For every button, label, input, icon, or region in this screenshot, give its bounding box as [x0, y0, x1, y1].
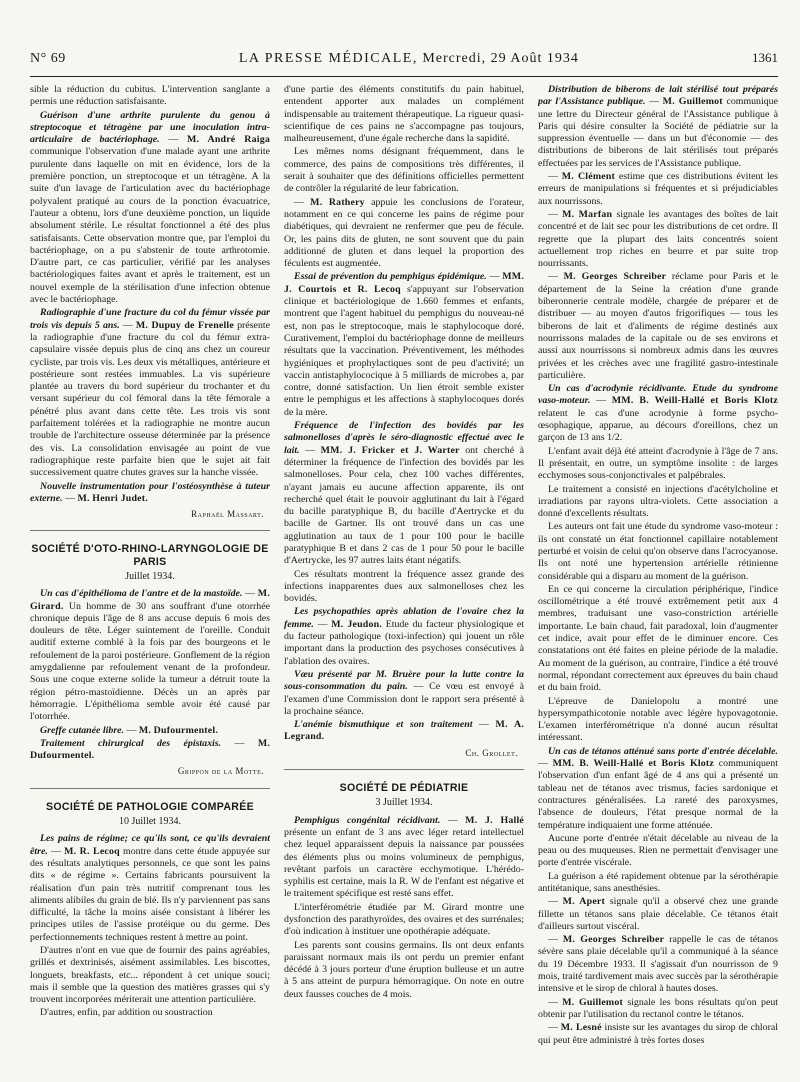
author-name: M. J. Hallé — [465, 814, 524, 826]
author-name: M. Henri Judet. — [77, 492, 148, 504]
item-text: communique l'observation d'une malade ayant une arthrite purulente dans laquelle on mit en évidence, lors de la première ponction, un streptocoque et un tétragène. A la suite d'un lavage de l'articulation avec du bactériophage polyvalent pratiqué au cours de la ponction évacuatrice, l'auteur a obtenu, lors d'une deuxième ponction, un liquide absolument stérile. Le résultat fonctionnel a été des plus satisfaisants. Cette observation montre que, par l'emploi du bactériophage, on a pu s'abstenir de toute arthrotomie. D'autre part, ce cas particulier, vérifié par les analyses bactériologiques faites avant et après le traitement, est un nouvel exemple de la stérilisation d'une infection obtenue avec le bactériophage. — [30, 146, 270, 306]
item-heading: Un cas d'épithélioma de l'antre et de la mastoïde. — [40, 588, 243, 600]
item-text: communiquent l'observation d'un enfant âgé de 4 ans qui a présenté un tableau net de tétanos avec trismus, facies sardonique et contractures généralisées. La rareté des paroxysmes, l'absence de douleurs, l'état presque normal de la température indiquaient une forme atténuée. — [538, 758, 778, 831]
paragraph: Un cas de tétanos atténué sans porte d'entrée décelable. — MM. B. Weill-Hallé et Boris Klotz communiquent l'observation d'un enfant âgé de 4 ans qui a présenté un tableau net de tétanos avec trismus, facies sardonique et contractures généralisées. La rareté des paroxysmes, l'absence de douleurs, l'état presque normal de la température indiquaient une forme atténuée. — [538, 745, 778, 831]
author-name: M. André Raiga — [186, 134, 270, 146]
journal-title: LA PRESSE MÉDICALE, — [238, 51, 418, 66]
item-text: présente un enfant de 3 ans avec léger retard intellectuel chez lequel apparaissent depuis la naissance par poussées des éléments plus ou moins volumineux de pemphigus, revêtant parfois un caractère ecchymotique. L'hérédo-syphilis est certaine, mais la R. W de l'enfant est négative et le traitement spécifique est resté sans effet. — [284, 826, 524, 900]
item-heading: Un cas de tétanos atténué sans porte d'entrée décelable. — [548, 745, 778, 757]
item-text: montre dans cette étude appuyée sur des résultats analytiques personnels, ce que sont les pains dits « de régime ». Certains fabricants poursuivent la réalisation d'un pain très nutritif comprenant tous les aliments alibiles du grain de blé. Ils n'y parviennent pas sans difficulté, la tâche la moins aisée consistant à libérer les principes utiles de l'assise protéique ou du germe. Des perfectionnements techniques restent à mettre au point. — [30, 845, 270, 943]
author-name: MM. B. Weill-Hallé et Boris Klotz — [552, 758, 714, 770]
paragraph: Les psychopathies après ablation de l'ovaire chez la femme. — M. Jeudon. Etude du facteur physiologique et du facteur pathologique (toxi-infection) qui jouent un rôle important dans la production des psychoses consécutives à l'ablation des ovaires. — [284, 606, 524, 667]
author-name: M. Dufourmentel. — [30, 737, 270, 762]
item-heading: L'anémie bismuthique et son traitement — [294, 719, 473, 731]
paragraph: — M. Rathery appuie les conclusions de l'orateur, notamment en ce qui concerne les pains de régime pour diabétiques, qui devraient ne renfermer que peu de fécule. Or, les pains dits de gluten, ne sont souvent que du pain additionné de gluten et dans lequel la proportion des féculents est augmentée. — [284, 196, 524, 270]
section-title: SOCIÉTÉ DE PATHOLOGIE COMPARÉE — [30, 788, 270, 813]
item-text: s'appuyant sur l'observation clinique et bactériologique de 1.660 femmes et enfants, montrent que l'agent habituel du pemphigus du nouveau-né est, non pas le streptocoque, mais le staphylocoque doré. Curativement, l'emploi du bactériophage donne de meilleurs résultats que la vaccination. Préventivement, les méthodes hygiéniques et prophylactiques sont de peu d'activité; un vaccin antistaphylococique à 5 milliards de microbes a, par contre, donné satisfaction. Un lien étroit semble exister entre le pemphigus et les affections à staphylocoques dorés de la mère. — [284, 283, 524, 418]
journal-title-line — [239, 51, 579, 67]
author-name: M. Lesné — [560, 1022, 602, 1034]
paragraph: Essai de prévention du pemphigus épidémique. — MM. J. Courtois et R. Lecoq s'appuyant sur l'observation clinique et bactériologique de 1.660 femmes et enfants, montrent que l'agent habituel du pemphigus du nouveau-né est, non pas le streptocoque, mais le staphylocoque doré. Curativement, l'emploi du bactériophage donne de meilleurs résultats que la vaccination. Préventivement, les méthodes hygiéniques et prophylactiques sont de peu d'activité; un vaccin antistaphylococique à 5 milliards de microbes a, par contre, donné satisfaction. Un lien étroit semble exister entre le pemphigus et les affections à staphylocoques dorés de la mère. — [284, 271, 524, 418]
paragraph: L'épreuve de Danielopolu a montré une hypersympathicotonie notable avec légère hypovagotonie. L'examen interférométrique n'a donné aucun résultat intéressant. — [538, 695, 778, 744]
masthead — [30, 50, 778, 72]
paragraph: Aucune porte d'entrée n'était décelable au niveau de la peau ou des muqueuses. Rien ne permettait d'envisager une porte d'entrée viscérale. — [538, 832, 778, 869]
paragraph: Ces résultats montrent la fréquence assez grande des infections inapparentes dues aux salmonelloses chez les bovidés. — [284, 568, 524, 605]
paragraph: D'autres n'ont en vue que de fournir des pains agréables, grillés et dextrinisés, aisément assimilables. Les biscottes, longuets, breakfasts, etc... répondent à cet unique souci; mais il semble que la question des matières grasses qui s'y trouvent incorporées mériterait une attention particulière. — [30, 945, 270, 1006]
author-name: M. Apert — [562, 896, 605, 908]
paragraph: Distribution de biberons de lait stérilisé tout préparés par l'Assistance publique. — M. Guillemot communique une lettre du Directeur général de l'Assistance publique à Paris qui désire consulter la Société de pédiatrie sur la suppression éventuelle — dans un but d'économie — des distributions de biberons de lait stérilisés tout préparés effectuées par les services de l'Assistance publique. — [538, 84, 778, 169]
section-date: Juillet 1934. — [125, 570, 175, 582]
paragraph: — M. Georges Schreiber réclame pour Paris et le département de la Seine la création d'une grande biberonnerie centrale modèle, chargée de préparer et de distribuer — au moyen d'autos frigorifiques — tous les biberons de lait et d'aliments de régime destinés aux nourrissons malades de la capitale ou de ses environs et aussi aux nourrissons si nombreux admis dans les œuvres privées et les crèches avec une fragilité gastro-intestinale particulière. — [538, 271, 778, 381]
author-name: M. Guillemot — [562, 996, 623, 1008]
section-date: 3 Juillet 1934. — [375, 797, 433, 809]
item-text: communique une lettre du Directeur général de l'Assistance publique à Paris qui désire consulter la Société de pédiatrie sur la suppression éventuelle — dans un but d'économie — des distributions de biberons de lait stérilisés tout préparés effectuées par les services de l'Assistance publique. — [538, 96, 778, 169]
author-name: MM. J. Courtois et R. Lecoq — [284, 271, 524, 295]
author-name: M. Jeudon. — [331, 618, 382, 630]
paragraph: L'interférométrie étudiée par M. Girard montre une dysfonction des parathyroïdes, des ovaires et des surrénales; d'où indication à instituer une opothérapie adéquate. — [284, 901, 524, 938]
author-name: M. R. Lecoq — [64, 845, 120, 857]
author-name: M. A. Legrand. — [284, 719, 524, 743]
paragraph: Le traitement a consisté en injections d'acétylcholine et irradiations par rayons ultra-violets. Cette association a donné d'excellents résultats. — [538, 483, 778, 520]
item-heading: Traitement chirurgical des épistaxis. — [40, 737, 222, 749]
issue-number: N° 69 — [30, 51, 66, 66]
item-text: estime que ces distributions évitent les erreurs de manipulations si fréquentes et si préjudiciables aux nourrissons. — [538, 171, 778, 207]
item-heading: Pemphigus congénital récidivant. — [294, 814, 441, 826]
paragraph: Fréquence de l'infection des bovidés par les salmonelloses d'après le séro-diagnostic effectué avec le lait. — MM. J. Fricker et J. Warter ont cherché à déterminer la fréquence de l'infection des bovidés par les salmonelloses. Pour cela, chez 100 vaches différentes, n'ayant jamais eu aucune affection apparente, ils ont recherché quel était le pouvoir agglutinant du lait à l'égard du bacille paratyphique B, du bacille d'Aertrycke et du bacille de Gartner. Ils ont trouvé dans un cas une agglutination au taux de 1 pour 100 pour le bacille paratyphique B et dans 2 cas de 1 pour 50 pour le bacille d'Aertrycke, les 97 autres laits étant négatifs. — [284, 420, 524, 567]
item-heading: Les psychopathies après ablation de l'ovaire chez la femme. — [284, 606, 524, 630]
paragraph: Les auteurs ont fait une étude du syndrome vaso-moteur : ils ont constaté un état fonctionnel capillaire notablement perturbé et voisin de celui qu'on observe dans l'acrocyanose. Ils ont noté une hypertension artérielle rétinienne considérable qui a disparu au moment de la guérison. — [538, 521, 778, 582]
item-text: signale les bons résultats qu'on peut obtenir par l'utilisation du rectanol contre le tétanos. — [538, 996, 778, 1020]
column-3 — [538, 84, 778, 1074]
author-name: M. Dupuy de Frenelle — [135, 319, 234, 331]
item-heading: Les pains de régime; ce qu'ils sont, ce qu'ils devraient être. — [30, 833, 270, 857]
paragraph: Nouvelle instrumentation pour l'ostéosynthèse à tuteur externe. — M. Henri Judet. — [30, 480, 270, 504]
paragraph: Les mêmes noms désignant fréquemment, dans le commerce, des pains de compositions très différentes, il serait à souhaiter que des définitions officielles permettent de contrôler la régularité de leur fabrication. — [284, 146, 524, 195]
paragraph: Guérison d'une arthrite purulente du genou à streptocoque et tétragène par une inoculation intra-articulaire de bactériophage. — M. André Raiga communique l'observation d'une malade ayant une arthrite purulente dans laquelle on mit en évidence, lors de la première ponction, un streptocoque et un tétragène. A la suite d'un lavage de l'articulation avec du bactériophage polyvalent pratiqué au cours de la ponction évacuatrice, l'auteur a obtenu, lors d'une deuxième ponction, un liquide absolument stérile. Le résultat fonctionnel a été des plus satisfaisants. Cette observation montre que, par l'emploi du bactériophage, on a pu s'abstenir de toute arthrotomie. D'autre part, ce cas particulier, vérifié par les analyses bactériologiques faites avant et après le traitement, est un nouvel exemple de la stérilisation d'une infection obtenue avec le bactériophage. — [30, 109, 270, 306]
author-name: MM. B. Weill-Hallé et Boris Klotz — [611, 395, 778, 407]
section-date: 10 Juillet 1934. — [119, 816, 181, 828]
paragraph: Un cas d'épithélioma de l'antre et de la mastoïde. — M. Girard. Un homme de 30 ans souffrant d'une otorrhée chronique depuis l'âge de 8 ans accuse depuis 6 mois des douleurs de tête. Léger suintement de l'oreille. Conduit auditif externe comblé à la fois par des bourgeons et le refoulement de la paroi postérieure. Gonflement de la région amygdalienne par refoulement venant de la profondeur. Sous une coque externe solide la tumeur a détruit toute la région pétro-mastoïdienne. Décès un an après par hémorragie. L'épithélioma semble avoir été causé par l'otorrhée. — [30, 588, 270, 723]
item-heading: Guérison d'une arthrite purulente du genou à streptocoque et tétragène par une inoculation intra-articulaire de bactériophage. — [30, 109, 270, 146]
paragraph: Les parents sont cousins germains. Ils ont deux enfants paraissant normaux mais ils ont perdu un premier enfant décédé à 3 jours porteur d'une éruption bulleuse et un autre à 5 ans atteint de purpura hémorragique. On note en outre deux fausses couches de 4 mois. — [284, 939, 524, 1000]
item-heading: Fréquence de l'infection des bovidés par les salmonelloses d'après le séro-diagnostic effectué avec le lait. — [284, 420, 524, 456]
item-text: réclame pour Paris et le département de la Seine la création d'une grande biberonnerie centrale modèle, chargée de préparer et de distribuer — au moyen d'autos frigorifiques — tous les biberons de lait et d'aliments de régime destinés aux nourrissons malades de la capitale ou de ses environs et aussi aux nourrissons si nombreux admis dans les œuvres privées et les crèches avec une fragilité gastro-intestinale particulière. — [538, 271, 778, 381]
column-2 — [284, 84, 524, 1074]
paragraph: Traitement chirurgical des épistaxis. — M. Dufourmentel. — [30, 737, 270, 762]
item-text: insiste sur les avantages du sirop de chloral qui peut être administré à très fortes doses — [538, 1022, 778, 1046]
author-name: MM. J. Fricker et J. Warter — [320, 444, 460, 456]
section-title: SOCIÉTÉ D'OTO-RHINO-LARYNGOLOGIE DE PARIS — [30, 530, 270, 568]
item-heading: Un cas d'acrodynie récidivante. Etude du syndrome vaso-moteur. — [538, 383, 778, 407]
article-columns — [30, 84, 778, 1074]
issue-date: Mercredi, 29 Août 1934 — [422, 51, 579, 66]
author-name: M. Girard. — [30, 588, 270, 612]
paragraph: Les pains de régime; ce qu'ils sont, ce qu'ils devraient être. — M. R. Lecoq montre dans cette étude appuyée sur des résultats analytiques personnels, ce que sont les pains dits « de régime ». Certains fabricants poursuivent la réalisation d'un pain très nutritif comprenant tous les aliments alibiles du grain de blé. Ils n'y parviennent pas sans difficulté, la tâche la moins aisée consistant à libérer les principes utiles de l'assise protéique ou du germe. Des perfectionnements techniques restent à mettre au point. — [30, 833, 270, 943]
paragraph: En ce qui concerne la circulation périphérique, l'indice oscillométrique a été trouvé extrêmement petit aux 4 membres, traduisant une vaso-constriction artérielle importante. Le bain chaud, fait paradoxal, loin d'augmenter cet indice, avait pour effet de le diminuer encore. Ces constatations ont été faites en pleine période de la maladie. Au moment de la guérison, au contraire, l'indice a été trouvé normal, répondant correctement aux épreuves du bain chaud et du bain froid. — [538, 583, 778, 694]
paragraph: — M. Lesné insiste sur les avantages du sirop de chloral qui peut être administré à très fortes doses — [538, 1022, 778, 1046]
paragraph: — M. Marfan signale les avantages des boîtes de lait concentré et de lait sec pour les distributions de cet ordre. Il regrette que la plupart des laits concentrés soient actuellement trop riches en beurre et par suite trop nourrissants. — [538, 208, 778, 270]
paragraph: Radiographie d'une fracture du col du fémur vissée par trois vis depuis 5 ans. — M. Dupuy de Frenelle présente la radiographie d'une fracture du col du fémur extra-capsulaire vissée depuis plus de cinq ans chez un coureur cycliste, par trois vis. Les deux vis métalliques, antérieure et postérieure sont restées immuables. La vis supérieure plantée au travers du bord supérieur du trochanter et du versant supérieur du col fémoral dans la tête fémorale a pénétré plus avant dans cette tête. Les trois vis sont parfaitement tolérées et la radiographie ne montre aucun trouble de l'architecture osseuse déterminée par la présence des vis. La consolidation envisagée au point de vue radiographique reste parfaite bien que le sujet ait fait successivement quatre chutes graves sur la hanche vissée. — [30, 307, 270, 479]
item-heading: Distribution de biberons de lait stérilisé tout préparés par l'Assistance publique. — [538, 84, 778, 108]
column-1 — [30, 84, 270, 1074]
paragraph: D'autres, enfin, par addition ou soustraction — [40, 1007, 213, 1019]
item-text: signale qu'il a observé chez une grande fillette un tétanos sans plaie décelable. Ce tétanos était d'ailleurs surtout viscéral. — [538, 896, 778, 932]
paragraph: La guérison a été rapidement obtenue par la sérothérapie antitétanique, sans anesthésies. — [538, 870, 778, 894]
author-name: M. Rathery — [310, 196, 365, 208]
item-text: présente la radiographie d'une fracture du col du fémur extra-capsulaire vissée depuis plus de cinq ans chez un coureur cycliste, par trois vis. Les deux vis métalliques, antérieure et postérieure sont restées immuables. La vis supérieure plantée au travers du bord supérieur du trochanter et du versant supérieur du col fémoral dans la tête fémorale a pénétré plus avant dans cette tête. Les trois vis sont parfaitement tolérées et la radiographie ne montre aucun trouble de l'architecture osseuse déterminée par la présence des vis. La consolidation envisagée au point de vue radiographique reste parfaite bien que le sujet ait fait successivement quatre chutes graves sur la hanche vissée. — [30, 319, 270, 479]
item-text: appuie les conclusions de l'orateur, notamment en ce qui concerne les pains de régime pour diabétiques, qui devraient ne renfermer que peu de fécule. Or, les pains dits de gluten, ne sont souvent que du pain additionné de gluten et dans lequel la proportion des féculents est augmentée. — [284, 196, 524, 270]
paragraph: — M. Clément estime que ces distributions évitent les erreurs de manipulations si fréquentes et si préjudiciables aux nourrissons. — [538, 171, 778, 207]
item-text: Etude du facteur physiologique et du facteur pathologique (toxi-infection) qui jouent un rôle important dans la production des psychoses consécutives à l'ablation des ovaires. — [284, 618, 524, 667]
item-heading: Vœu présenté par M. Bruère pour la lutte contre la sous-consommation du pain. — [284, 668, 524, 693]
paragraph: Vœu présenté par M. Bruère pour la lutte contre la sous-consommation du pain. — Ce vœu est envoyé à l'examen d'une Commission dont le rapport sera présenté à la prochaine séance. — [284, 668, 524, 717]
author-name: M. Dufourmentel. — [138, 724, 218, 736]
item-text: relatent le cas d'une acrodynie à forme psycho-œsophagique, apparue, au décours d'oreillons, chez un garçon de 13 ans 1/2. — [538, 407, 778, 444]
paragraph: L'anémie bismuthique et son traitement — M. A. Legrand. — [284, 719, 524, 743]
signature: Ch. Grollet. — [465, 747, 518, 758]
signature: Grippon de la Motte. — [177, 766, 264, 777]
item-heading: Nouvelle instrumentation pour l'ostéosynthèse à tuteur externe. — [30, 480, 270, 504]
paragraph: Greffe cutanée libre. — M. Dufourmentel. — [40, 724, 218, 736]
author-name: M. Georges Schreiber — [563, 271, 667, 283]
item-heading: Essai de prévention du pemphigus épidémique. — [294, 271, 487, 283]
paragraph: Un cas d'acrodynie récidivante. Etude du syndrome vaso-moteur. — MM. B. Weill-Hallé et Boris Klotz relatent le cas d'une acrodynie à forme psycho-œsophagique, apparue, au décours d'oreillons, chez un garçon de 13 ans 1/2. — [538, 383, 778, 444]
author-name: M. Georges Schreiber — [562, 934, 665, 946]
header-rule — [30, 76, 778, 77]
author-name: M. Clément — [561, 171, 616, 183]
item-text: rappelle le cas de tétanos sévère sans plaie décelable qu'il a communiqué à la séance du 19 Décembre 1933. Il s'agissait d'un nourrisson de 9 mois, traité tardivement mais avec succès par la sérothérapie intensive et le sirop de chloral à hautes doses. — [538, 934, 778, 995]
paragraph: L'enfant avait déjà été atteint d'acrodynie à l'âge de 7 ans. Il présentait, en outre, un symptôme insolite : de larges ecchymoses sous-conjonctivales et palpébrales. — [538, 445, 778, 482]
section-title: SOCIÉTÉ DE PÉDIATRIE — [284, 769, 524, 794]
author-name: M. Marfan — [562, 208, 613, 220]
paragraph: Pemphigus congénital récidivant. — M. J. Hallé présente un enfant de 3 ans avec léger retard intellectuel chez lequel apparaissent depuis la naissance par poussées des éléments plus ou moins volumineux de pemphigus, revêtant parfois un caractère ecchymotique. L'hérédo-syphilis est certaine, mais la R. W de l'enfant est négative et le traitement spécifique est resté sans effet. — [284, 814, 524, 900]
author-name: M. Guillemot — [662, 96, 723, 108]
paragraph: — M. Guillemot signale les bons résultats qu'on peut obtenir par l'utilisation du rectanol contre le tétanos. — [538, 996, 778, 1020]
paragraph: — M. Apert signale qu'il a observé chez une grande fillette un tétanos sans plaie décelable. Ce tétanos était d'ailleurs surtout viscéral. — [538, 896, 778, 932]
page-number: 1361 — [751, 50, 778, 65]
paragraph: d'une partie des éléments constitutifs du pain habituel, entendent apporter aux malades un complément indispensable au traitement thérapeutique. La rigueur quasi-scientifique de ces pains ne s'accompagne pas toujours, malheureusement, d'une égale recherche dans la sapidité. — [284, 84, 524, 145]
item-heading: Radiographie d'une fracture du col du fémur vissée par trois vis depuis 5 ans. — [30, 307, 270, 331]
item-text: signale les avantages des boîtes de lait concentré et de lait sec pour les distributions de cet ordre. Il regrette que la plupart des laits concentrés soient actuellement trop riches en beurre et par suite trop nourrissants. — [538, 208, 778, 270]
item-text: Un homme de 30 ans souffrant d'une otorrhée chronique depuis l'âge de 8 ans accuse depuis 6 mois des douleurs de tête. Léger suintement de l'oreille. Conduit auditif externe comblé à la fois par des bourgeons et le refoulement de la paroi postérieure. Gonflement de la région amygdalienne par refoulement venant de la profondeur. Sous une coque externe solide la tumeur a détruit toute la région pétro-mastoïdienne. Décès un an après par hémorragie. L'épithélioma semble avoir été causé par l'otorrhée. — [30, 600, 270, 723]
signature: Raphaël Massart. — [191, 509, 264, 520]
paragraph: sible la réduction du cubitus. L'intervention sanglante a permis une réduction satisfaisante. — [30, 84, 270, 108]
paragraph: — M. Georges Schreiber rappelle le cas de tétanos sévère sans plaie décelable qu'il a communiqué à la séance du 19 Décembre 1933. Il s'agissait d'un nourrisson de 9 mois, traité tardivement mais avec succès par la sérothérapie intensive et le sirop de chloral à hautes doses. — [538, 934, 778, 995]
item-text: Ce vœu est envoyé à l'examen d'une Commission dont le rapport sera présenté à la prochaine séance. — [284, 681, 524, 717]
item-heading: Greffe cutanée libre. — [40, 724, 125, 736]
item-text: ont cherché à déterminer la fréquence de l'infection des bovidés par les salmonelloses. Pour cela, chez 100 vaches différentes, n'ayant jamais eu aucune affection apparente, ils ont recherché quel était le pouvoir agglutinant du lait à l'égard du bacille paratyphique B, du bacille d'Aertrycke et du bacille de Gartner. Ils ont trouvé dans un cas une agglutination au taux de 1 pour 100 pour le bacille paratyphique B et dans 2 cas de 1 pour 50 pour le bacille d'Aertrycke, les 97 autres laits étant négatifs. — [284, 444, 524, 567]
